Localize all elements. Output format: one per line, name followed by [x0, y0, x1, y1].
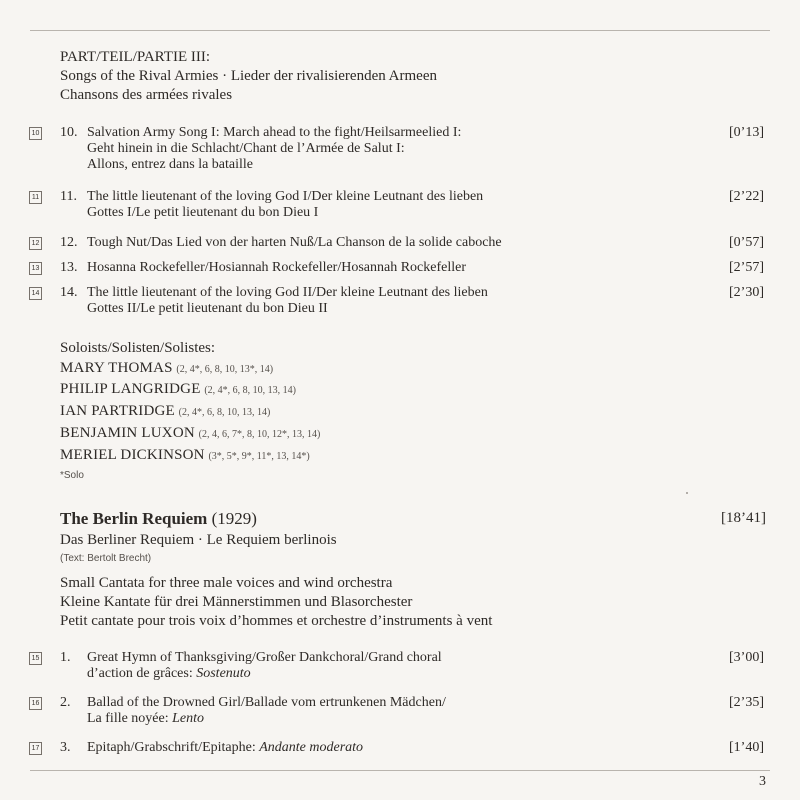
soloist-name: MARY THOMAS [60, 360, 173, 376]
soloist-entry [60, 446, 310, 466]
track-number-box: 11 [29, 191, 42, 204]
work-title [60, 509, 257, 529]
soloist-name: PHILIP LANGRIDGE [60, 381, 201, 397]
top-rule [30, 30, 770, 31]
track-duration: [2’22] [729, 189, 764, 204]
track-title-line: Great Hymn of Thanksgiving/Großer Dankchoral/Grand choral [87, 650, 442, 665]
track-title [87, 695, 446, 727]
title-prefix: Epitaph/Grabschrift/Epitaphe: [87, 740, 260, 755]
work-description [60, 574, 492, 631]
description-line: Kleine Kantate für drei Männerstimmen und Blasorchester [60, 594, 413, 610]
tempo-prefix: d’action de grâces: [87, 666, 197, 681]
track-title [87, 260, 466, 276]
soloist-tracks: (2, 4*, 6, 8, 10, 13*, 14) [176, 364, 274, 375]
description-line: Petit cantate pour trois voix d’hommes et orchestre d’instruments à vent [60, 613, 493, 629]
track-number-box: 16 [29, 697, 42, 710]
track-duration: [3’00] [729, 650, 764, 665]
soloist-entry [60, 359, 273, 379]
track-title-line: Hosanna Rockefeller/Hosiannah Rockefeller/Hosannah Rockefeller [87, 260, 467, 275]
soloist-tracks: (2, 4*, 6, 8, 10, 13, 14) [204, 385, 296, 396]
track-title [87, 189, 483, 221]
soloist-entry [60, 402, 270, 422]
track-number-box: 17 [29, 742, 42, 755]
track-index: 10. [60, 125, 78, 140]
soloist-tracks: (2, 4, 6, 7*, 8, 10, 12*, 13, 14) [198, 429, 321, 440]
soloist-name: MERIEL DICKINSON [60, 447, 205, 463]
text-credit: (Text: Bertolt Brecht) [60, 553, 152, 564]
track-title-line: The little lieutenant of the loving God II/Der kleine Leutnant des lieben [87, 285, 488, 300]
tempo-prefix: La fille noyée: [87, 711, 173, 726]
description-line: Small Cantata for three male voices and wind orchestra [60, 575, 393, 591]
track-title-line: Gottes II/Le petit lieutenant du bon Dieu II [87, 301, 328, 316]
track-index: 13. [60, 260, 78, 275]
soloists-title: Soloists/Solisten/Solistes: [60, 340, 216, 356]
soloist-name: BENJAMIN LUXON [60, 425, 195, 441]
tempo-marking: Andante moderato [259, 740, 364, 755]
track-title-line: The little lieutenant of the loving God I/Der kleine Leutnant des lieben [87, 189, 484, 204]
tempo-marking: Sostenuto [196, 666, 251, 681]
page-number: 3 [759, 774, 766, 789]
solo-footnote: *Solo [60, 470, 84, 481]
track-duration: [0’57] [729, 235, 764, 250]
track-title [87, 285, 488, 317]
part-heading: PART/TEIL/PARTIE III: [60, 49, 211, 65]
track-title-line: Gottes I/Le petit lieutenant du bon Dieu I [87, 205, 319, 220]
soloist-tracks: (2, 4*, 6, 8, 10, 13, 14) [178, 407, 271, 418]
track-index: 2. [60, 695, 71, 710]
track-index: 14. [60, 285, 78, 300]
track-title-line [87, 666, 442, 682]
work-subtitle: Das Berliner Requiem · Le Requiem berlinois [60, 532, 337, 548]
track-index: 12. [60, 235, 78, 250]
track-title [87, 235, 502, 251]
track-duration: [0’13] [729, 125, 764, 140]
bottom-rule [30, 770, 770, 771]
track-title [87, 125, 461, 173]
track-duration: [2’30] [729, 285, 764, 300]
track-duration: [2’35] [729, 695, 764, 710]
track-title-line [87, 711, 446, 727]
work-name: The Berlin Requiem [60, 509, 208, 528]
track-title-line: Geht hinein in die Schlacht/Chant de l’Armée de Salut I: [87, 141, 405, 156]
part-subtitle-2: Chansons des armées rivales [60, 87, 233, 103]
track-title-line: Ballad of the Drowned Girl/Ballade vom ertrunkenen Mädchen/ [87, 695, 446, 710]
track-title-line: Allons, entrez dans la bataille [87, 157, 253, 172]
track-number-box: 13 [29, 262, 42, 275]
track-title-line: Salvation Army Song I: March ahead to the fight/Heilsarmeelied I: [87, 125, 462, 140]
track-title [87, 650, 442, 682]
track-title [87, 740, 363, 756]
track-number-box: 10 [29, 127, 42, 140]
track-index: 11. [60, 189, 77, 204]
work-year: (1929) [211, 509, 257, 528]
tempo-marking: Lento [172, 711, 205, 726]
soloist-tracks: (3*, 5*, 9*, 11*, 13, 14*) [208, 451, 310, 462]
work-duration: [18’41] [721, 510, 766, 526]
soloist-entry [60, 380, 296, 400]
track-number-box: 15 [29, 652, 42, 665]
track-index: 3. [60, 740, 71, 755]
track-duration: [2’57] [729, 260, 764, 275]
track-number-box: 14 [29, 287, 42, 300]
track-index: 1. [60, 650, 71, 665]
speck-mark [686, 492, 688, 494]
track-duration: [1’40] [729, 740, 764, 755]
soloist-entry [60, 424, 320, 444]
track-title-line [87, 740, 363, 756]
track-number-box: 12 [29, 237, 42, 250]
track-title-line: Tough Nut/Das Lied von der harten Nuß/La Chanson de la solide caboche [87, 235, 502, 250]
soloist-name: IAN PARTRIDGE [60, 403, 175, 419]
part-subtitle-1: Songs of the Rival Armies · Lieder der rivalisierenden Armeen [60, 68, 437, 84]
